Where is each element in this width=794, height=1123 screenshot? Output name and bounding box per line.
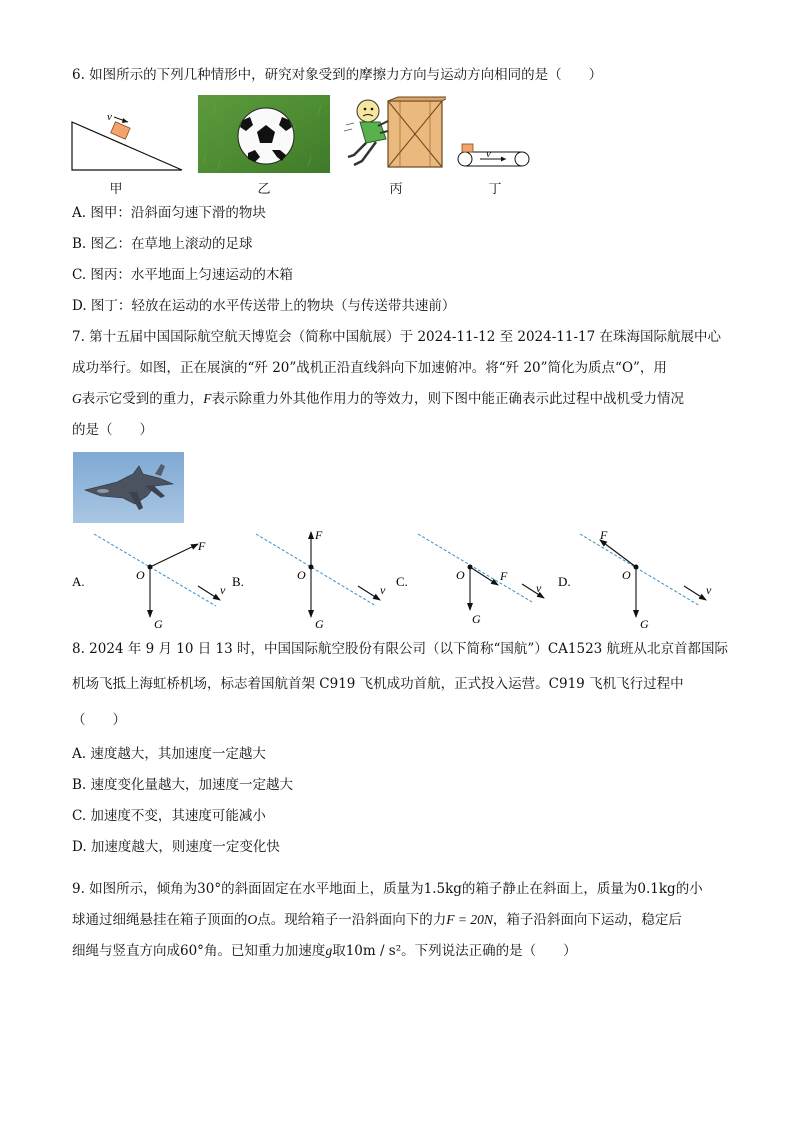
diagram-a-label: A. (72, 574, 85, 589)
caption-ding: 丁 (488, 182, 502, 197)
symbol-F: F (203, 391, 212, 406)
diagram-a-G: G (154, 617, 163, 631)
diagram-b-label: B. (232, 574, 244, 589)
q8-option-c: C. 加速度不变，其速度可能减小 (72, 808, 266, 824)
q6-option-d: D. 图丁：轻放在运动的水平传送带上的物块（与传送带共速前） (72, 298, 456, 314)
diagram-a-O: O (136, 568, 145, 582)
diagram-c-O: O (456, 568, 465, 582)
diagram-c-label: C. (396, 574, 408, 589)
jet-photo (73, 452, 184, 523)
caption-bing: 丙 (389, 182, 403, 197)
q7-line2: 成功举行。如图，正在展演的“歼 20”战机正沿直线斜向下加速俯冲。将“歼 20”简化为质点“O”，用 (72, 360, 667, 376)
incline-v-label: v (107, 111, 112, 123)
q8-option-a: A. 速度越大，其加速度一定越大 (72, 746, 266, 762)
q8-line1: 8. 2024 年 9 月 10 日 13 时，中国国际航空股份有限公司（以下简称“国航”）CA1523 航班从北京首都国际 (72, 641, 729, 657)
q8-option-b: B. 速度变化量越大，加速度一定越大 (72, 777, 294, 793)
figure-crate-push (340, 95, 446, 173)
figure-conveyor (456, 140, 532, 170)
diagram-c-G: G (472, 612, 481, 626)
conveyor-v-label: v (486, 148, 491, 160)
q8-line3: （ ） (72, 712, 126, 728)
diagram-d-label: D. (558, 574, 571, 589)
q9-line2: 球通过细绳悬挂在箱子顶面的O点。现给箱子一沿斜面向下的力F = 20N，箱子沿斜面向下运动，稳定后 (72, 912, 682, 928)
diagram-a-v: v (220, 583, 226, 597)
q7-line3: G表示它受到的重力，F表示除重力外其他作用力的等效力，则下图中能正确表示此过程中战机受力情况 (72, 391, 684, 407)
diagram-a-F: F (198, 539, 206, 553)
diagram-b-G: G (315, 617, 324, 631)
q6-option-b: B. 图乙：在草地上滚动的足球 (72, 236, 253, 252)
diagram-c-F: F (500, 569, 508, 583)
q7-line1: 7. 第十五届中国国际航空航天博览会（简称中国航展）于 2024-11-12 至 2024-11-17 在珠海国际航展中心 (72, 329, 722, 345)
q8-line2: 机场飞抵上海虹桥机场，标志着国航首架 C919 飞机成功首航，正式投入运营。C919 飞机飞行过程中 (72, 676, 684, 692)
diagram-d-F: F (600, 530, 608, 542)
diagram-d-G: G (640, 617, 649, 631)
figure-incline (70, 110, 186, 172)
symbol-G: G (72, 391, 82, 406)
diagram-d-v: v (706, 583, 712, 597)
diagram-c-v: v (536, 581, 542, 595)
force-diagrams (70, 530, 730, 635)
diagram-b-O: O (297, 568, 306, 582)
q7-line4: 的是（ ） (72, 422, 153, 438)
q6-option-a: A. 图甲：沿斜面匀速下滑的物块 (72, 205, 266, 221)
diagram-d-O: O (622, 568, 631, 582)
q9-line3: 细绳与竖直方向成60°角。已知重力加速度g取10m / s²。下列说法正确的是（ ） (72, 943, 577, 959)
q6-option-c: C. 图丙：水平地面上匀速运动的木箱 (72, 267, 293, 283)
q6-stem: 6. 如图所示的下列几种情形中，研究对象受到的摩擦力方向与运动方向相同的是（ ） (72, 67, 603, 83)
caption-yi: 乙 (257, 182, 271, 197)
diagram-b-F: F (315, 530, 323, 542)
figure-soccer-ball (198, 95, 330, 173)
q8-option-d: D. 加速度越大，则速度一定变化快 (72, 839, 280, 855)
q9-line1: 9. 如图所示，倾角为30°的斜面固定在水平地面上，质量为1.5kg的箱子静止在斜面上，质量为0.1kg的小 (72, 881, 703, 897)
diagram-b-v: v (380, 583, 386, 597)
caption-jia: 甲 (109, 182, 123, 197)
